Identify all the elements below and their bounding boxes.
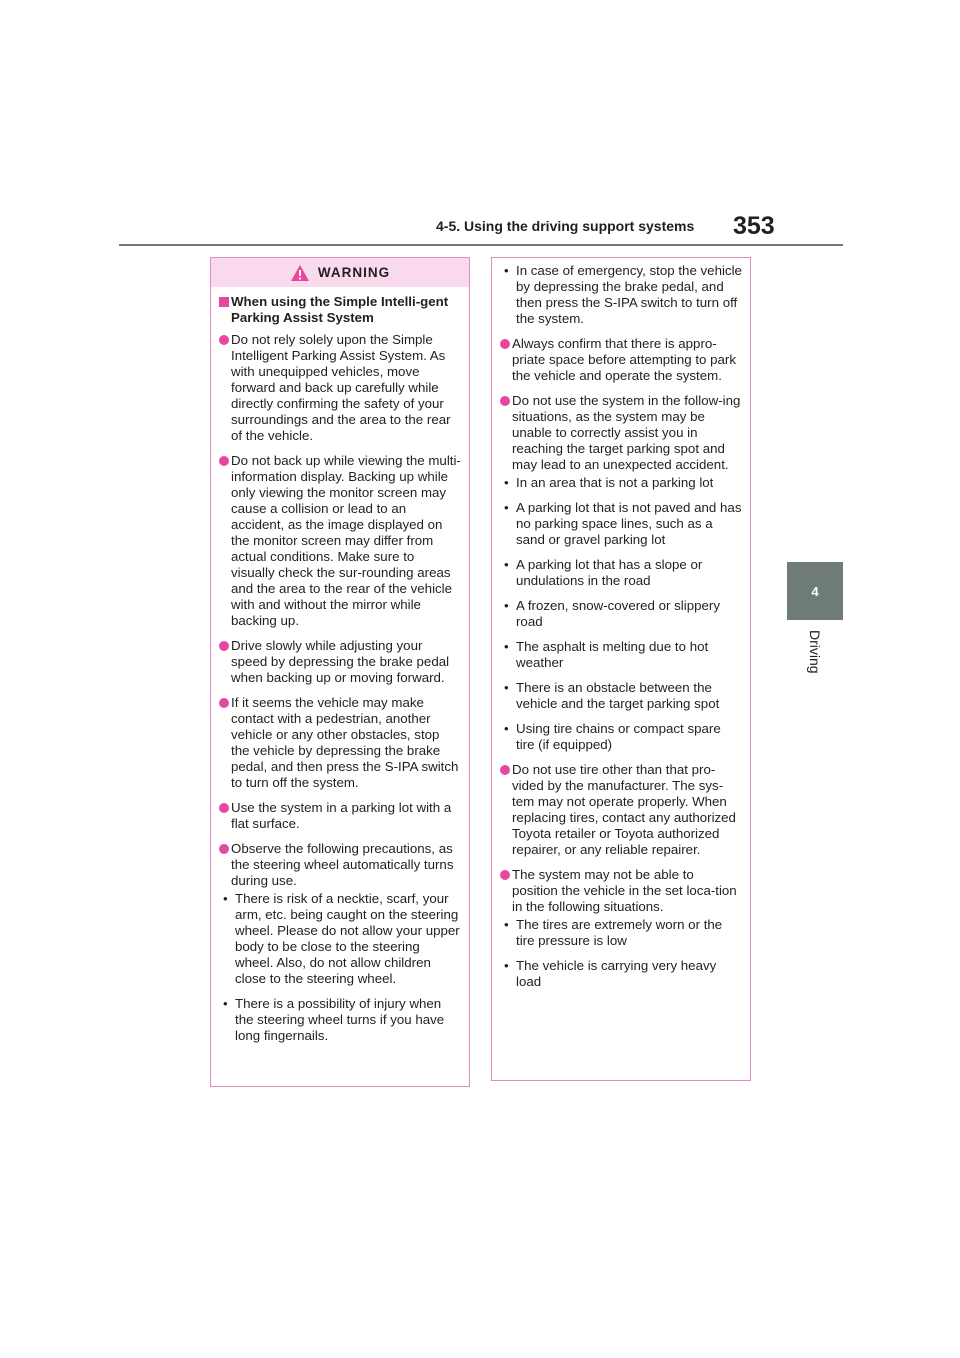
- chapter-tab: [787, 562, 843, 620]
- circle-bullet-icon: [219, 641, 229, 651]
- list-item: [219, 638, 461, 686]
- circle-bullet-icon: [500, 396, 510, 406]
- list-item: [219, 453, 461, 629]
- bullet-marker: •: [504, 598, 509, 613]
- bullet-marker: •: [504, 917, 509, 932]
- bullet-marker: •: [504, 475, 509, 490]
- warning-heading-text: When using the Simple Intelli-gent Parking Assist System: [231, 294, 449, 325]
- list-item: [219, 332, 461, 444]
- item-text: In an area that is not a parking lot: [516, 475, 714, 490]
- item-text: A frozen, snow-covered or slippery road: [516, 598, 720, 629]
- header-divider: [119, 244, 843, 246]
- item-text: In case of emergency, stop the vehicle by depressing the brake pedal, and then press the S-IPA switch to turn off the system.: [516, 263, 742, 326]
- item-text: If it seems the vehicle may make contact with a pedestrian, another vehicle or any other obstacles, stop the vehicle by depressing the brake pedal, and then press the S-IPA switch to turn off the system.: [231, 695, 459, 790]
- item-text: Using tire chains or compact spare tire (if equipped): [516, 721, 721, 752]
- sub-list-item: [500, 475, 742, 491]
- circle-bullet-icon: [500, 765, 510, 775]
- item-text: Use the system in a parking lot with a flat surface.: [231, 800, 452, 831]
- bullet-marker: •: [504, 557, 509, 572]
- sub-list-item: [500, 680, 742, 712]
- warning-triangle-icon: [290, 264, 310, 282]
- circle-bullet-icon: [219, 844, 229, 854]
- item-text: There is risk of a necktie, scarf, your arm, etc. being caught on the steering wheel. Please do not allow your upper body to be close to the steering wheel. Also, do not allow children close to the steering wheel.: [235, 891, 460, 986]
- bullet-marker: •: [504, 639, 509, 654]
- list-item: [500, 336, 742, 384]
- list-item: [219, 695, 461, 791]
- bullet-marker: •: [504, 263, 509, 278]
- warning-title: WARNING: [317, 265, 391, 280]
- item-text: The system may not be able to position the vehicle in the set loca-tion in the following situations.: [512, 867, 737, 914]
- sub-list-item: [219, 891, 461, 987]
- item-text: The vehicle is carrying very heavy load: [516, 958, 717, 989]
- circle-bullet-icon: [219, 456, 229, 466]
- bullet-marker: •: [223, 891, 228, 906]
- sub-list-item: [500, 917, 742, 949]
- sub-list-item: [500, 263, 742, 327]
- item-text: Do not rely solely upon the Simple Intelligent Parking Assist System. As with unequipped vehicles, move forward and back up carefully while directly confirming the safety of your surroundings and the area to the rear of the vehicle.: [231, 332, 451, 443]
- item-text: Observe the following precautions, as the steering wheel automatically turns during use.: [231, 841, 454, 888]
- page-number: 353: [733, 212, 775, 240]
- list-item: [219, 800, 461, 832]
- chapter-label-text: Driving: [807, 630, 823, 674]
- sub-list-item: [500, 557, 742, 589]
- bullet-marker: •: [504, 680, 509, 695]
- warning-heading: [219, 294, 461, 326]
- sub-list-item: [500, 500, 742, 548]
- item-text: A parking lot that is not paved and has no parking space lines, such as a sand or gravel parking lot: [516, 500, 742, 547]
- circle-bullet-icon: [219, 803, 229, 813]
- bullet-marker: •: [223, 996, 228, 1011]
- circle-bullet-icon: [219, 335, 229, 345]
- warning-content-left: [211, 287, 469, 1044]
- item-text: The asphalt is melting due to hot weather: [516, 639, 709, 670]
- chapter-number: 4: [811, 583, 819, 599]
- warning-content-right: [492, 258, 750, 990]
- sub-list-item: [500, 639, 742, 671]
- sub-list-item: [500, 598, 742, 630]
- bullet-marker: •: [504, 958, 509, 973]
- item-text: Do not back up while viewing the multi-information display. Backing up while only viewing the monitor screen may cause a collision or lead to an accident, as the image displayed on the monitor screen may differ from actual conditions. Make sure to visually check the sur-rounding areas and the area to the rear of the vehicle with and without the mirror while backing up.: [231, 453, 461, 628]
- item-text: The tires are extremely worn or the tire pressure is low: [516, 917, 723, 948]
- item-text: Always confirm that there is appro-priate space before attempting to park the vehicle and operate the system.: [512, 336, 736, 383]
- item-text: Do not use the system in the follow-ing situations, as the system may be unable to correctly assist you in reaching the target parking spot and may lead to an unexpected accident.: [512, 393, 741, 472]
- circle-bullet-icon: [500, 870, 510, 880]
- circle-bullet-icon: [500, 339, 510, 349]
- circle-bullet-icon: [219, 698, 229, 708]
- bullet-marker: •: [504, 721, 509, 736]
- list-item: [500, 393, 742, 473]
- list-item: [500, 867, 742, 915]
- warning-box-right: [491, 257, 751, 1081]
- warning-box-left: [210, 257, 470, 1087]
- bullet-marker: •: [504, 500, 509, 515]
- sub-list-item: [219, 996, 461, 1044]
- chapter-label: [787, 630, 843, 690]
- item-text: There is an obstacle between the vehicle and the target parking spot: [516, 680, 720, 711]
- item-text: There is a possibility of injury when the steering wheel turns if you have long fingernails.: [235, 996, 445, 1043]
- item-text: Do not use tire other than that pro-vided by the manufacturer. The sys-tem may not operate properly. When replacing tires, contact any authorized Toyota retailer or Toyota authorized repairer, or any reliable repairer.: [512, 762, 736, 857]
- section-title: 4-5. Using the driving support systems: [436, 218, 695, 234]
- sub-list-item: [500, 958, 742, 990]
- sub-list-item: [500, 721, 742, 753]
- item-text: A parking lot that has a slope or undulations in the road: [516, 557, 703, 588]
- warning-header: [211, 258, 469, 287]
- square-bullet-icon: [219, 297, 229, 307]
- list-item: [219, 841, 461, 889]
- item-text: Drive slowly while adjusting your speed by depressing the brake pedal when backing up or moving forward.: [231, 638, 450, 685]
- list-item: [500, 762, 742, 858]
